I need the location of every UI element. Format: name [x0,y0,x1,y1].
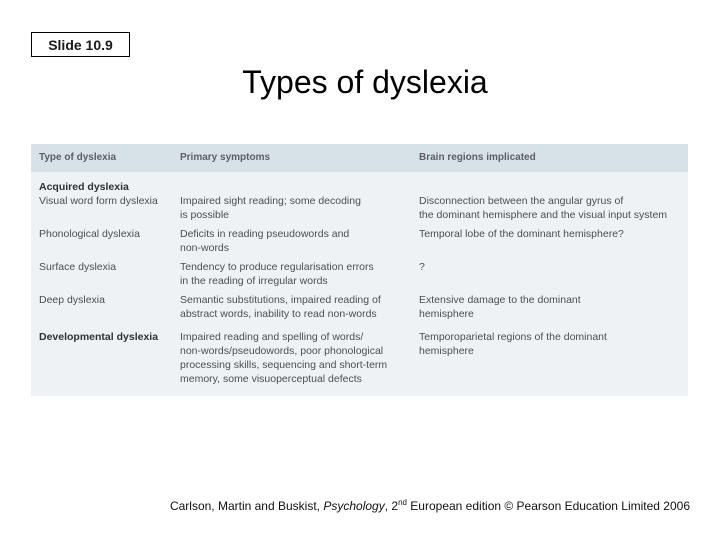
region-line: hemisphere [419,345,474,357]
symptom-line: Impaired reading and spelling of words/ [180,331,364,343]
dyslexia-type: Developmental dyslexia [39,331,159,343]
symptom-line: non-words/pseudowords, poor phonological [180,345,384,357]
symptoms-cell [180,330,408,386]
region-line: hemisphere [419,308,474,320]
table-header-row [31,144,688,172]
symptoms-cell [180,227,408,255]
region-line: the dominant hemisphere and the visual input system [419,209,668,221]
dyslexia-type: Deep dyslexia [39,294,105,306]
region-line: ? [419,261,425,273]
region-line: Disconnection between the angular gyrus of [419,195,624,207]
symptom-line: Semantic substitutions, impaired reading of [180,294,381,306]
regions-cell [419,227,681,241]
symptom-line: memory, some visuoperceptual defects [180,373,362,385]
dyslexia-type: Surface dyslexia [39,261,117,273]
citation-book-title: Psychology [323,499,385,513]
region-line: Temporal lobe of the dominant hemisphere? [419,228,624,240]
slide-title: Types of dyslexia [242,64,488,100]
symptom-line: processing skills, sequencing and short-term [180,359,388,371]
header-symptoms: Primary symptoms [180,152,271,163]
header-regions: Brain regions implicated [419,152,536,163]
regions-cell [419,330,681,358]
regions-cell [419,293,681,321]
citation-publisher: European edition © Pearson Education Limited 2006 [406,499,690,513]
regions-cell [419,260,681,274]
citation-footer [0,499,690,513]
symptoms-cell [180,260,408,288]
symptom-line: abstract words, inability to read non-words [180,308,377,320]
citation-edition-suffix: nd [398,498,407,507]
region-line: Temporoparietal regions of the dominant [419,331,607,343]
slide-number-label: Slide 10.9 [31,32,130,57]
header-type: Type of dyslexia [39,152,117,163]
symptom-line: non-words [180,242,230,254]
symptom-line: Impaired sight reading; some decoding [180,195,361,207]
symptom-line: is possible [180,209,230,221]
symptoms-cell [180,194,408,222]
symptoms-cell [180,293,408,321]
symptom-line: Deficits in reading pseudowords and [180,228,350,240]
dyslexia-type: Phonological dyslexia [39,228,140,240]
symptom-line: in the reading of irregular words [180,275,328,287]
regions-cell [419,194,681,222]
region-line: Extensive damage to the dominant [419,294,581,306]
dyslexia-type: Visual word form dyslexia [39,195,158,207]
symptom-line: Tendency to produce regularisation errors [180,261,374,273]
citation-edition-number: , 2 [384,499,399,513]
section-label: Acquired dyslexia [39,181,129,193]
dyslexia-table [31,144,688,396]
citation-authors: Carlson, Martin and Buskist, [169,499,324,513]
